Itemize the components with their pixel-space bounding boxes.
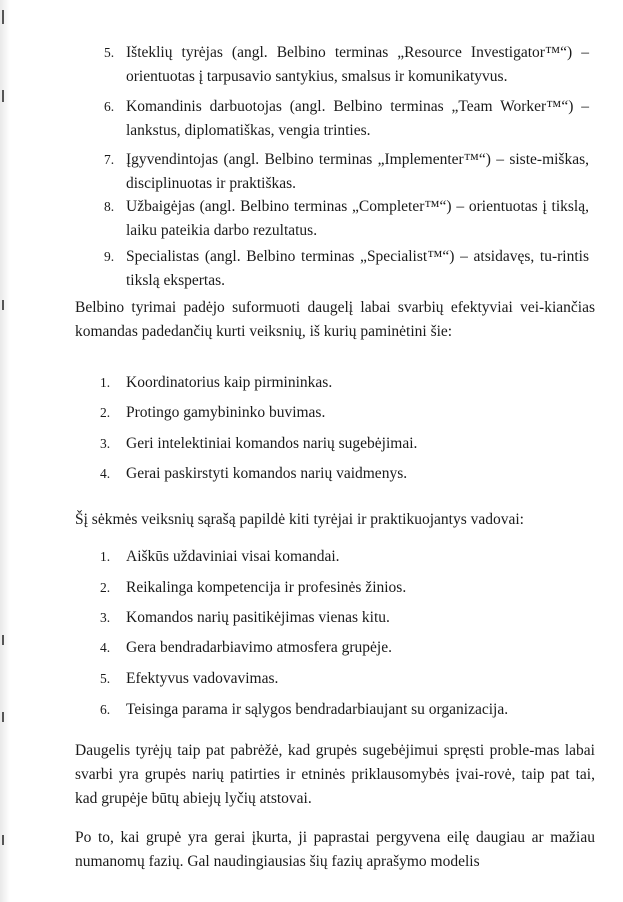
scan-mark (2, 712, 4, 722)
list-number: 2. (100, 405, 111, 420)
list-number: 1. (100, 549, 111, 564)
list-number: 6. (100, 702, 111, 717)
list-text: Išteklių tyrėjas (angl. Belbino terminas „Resource Investigator™“) – orientuotas į tarpusavio santykius, smalsus ir komunikatyvus. (126, 44, 589, 85)
list-text: Komandos narių pasitikėjimas vienas kitu. (126, 609, 390, 626)
list-item (100, 636, 585, 660)
scan-edge (0, 0, 10, 902)
list-number: 1. (100, 375, 111, 390)
list-item (104, 95, 589, 143)
list-text: Efektyvus vadovavimas. (126, 670, 279, 687)
list-item (104, 148, 589, 196)
list-number: 3. (100, 610, 111, 625)
list-number: 2. (100, 580, 111, 595)
list-number: 3. (100, 436, 111, 451)
list-text: Gera bendradarbiavimo atmosfera grupėje. (126, 639, 392, 656)
scan-mark (2, 10, 4, 24)
list-number: 5. (100, 671, 111, 686)
list-text: Geri intelektiniai komandos narių sugebėjimai. (126, 435, 418, 452)
list-item (100, 545, 585, 569)
list-item (100, 606, 585, 630)
scan-mark (2, 635, 4, 645)
list-number: 7. (104, 152, 115, 167)
list-text: Specialistas (angl. Belbino terminas „Specialist™“) – atsidavęs, tu-rintis tikslą ekspertas. (126, 248, 589, 289)
list-item (100, 698, 585, 722)
list-number: 6. (104, 99, 115, 114)
list-item (100, 432, 585, 456)
list-item (100, 371, 585, 395)
scan-mark (2, 835, 4, 845)
list-item (100, 401, 585, 425)
list-text: Įgyvendintojas (angl. Belbino terminas „Implementer™“) – siste-miškas, disciplinuotas ir praktiškas. (126, 151, 589, 192)
list-text: Teisinga parama ir sąlygos bendradarbiaujant su organizacija. (126, 701, 509, 718)
list-item (104, 195, 589, 243)
list-text: Koordinatorius kaip pirmininkas. (126, 374, 333, 391)
list-text: Komandinis darbuotojas (angl. Belbino terminas „Team Worker™“) – lankstus, diplomatiškas, vengia trinties. (126, 98, 589, 139)
paragraph: Daugelis tyrėjų taip pat pabrėžė, kad grupės sugebėjimui spręsti proble-mas labai svarbi yra grupės narių patirties ir etninės priklausomybės įvai-rovė, taip pat tai, kad grupėje būtų abiejų lyčių atstovai. (75, 742, 595, 807)
list-item (104, 245, 589, 293)
paragraph: Šį sėkmės veiksnių sąrašą papildė kiti tyrėjai ir praktikuojantys vadovai: (75, 511, 524, 528)
list-number: 4. (100, 640, 111, 655)
list-number: 9. (104, 249, 115, 264)
list-number: 4. (100, 466, 111, 481)
list-item (100, 576, 585, 600)
list-text: Protingo gamybininko buvimas. (126, 404, 326, 421)
list-number: 8. (104, 199, 115, 214)
scan-mark (2, 300, 4, 310)
paragraph: Po to, kai grupė yra gerai įkurta, ji paprastai pergyvena eilę daugiau ar mažiau numanomų fazių. Gal naudingiausias šių fazių aprašymo modelis (75, 829, 595, 870)
list-number: 5. (104, 45, 115, 60)
list-text: Gerai paskirstyti komandos narių vaidmenys. (126, 465, 408, 482)
list-text: Reikalinga kompetencija ir profesinės žinios. (126, 579, 407, 596)
scan-mark (2, 90, 4, 102)
list-item (104, 41, 589, 89)
paragraph: Belbino tyrimai padėjo suformuoti daugelį labai svarbių efektyviai vei-kiančias komandas padedančių kurti veiksnių, iš kurių paminėtini šie: (75, 299, 595, 340)
list-text: Užbaigėjas (angl. Belbino terminas „Completer™“) – orientuotas į tikslą, laiku pateikia darbo rezultatus. (126, 198, 589, 239)
list-item (100, 462, 585, 486)
list-item (100, 667, 585, 691)
list-text: Aiškūs uždaviniai visai komandai. (126, 548, 340, 565)
